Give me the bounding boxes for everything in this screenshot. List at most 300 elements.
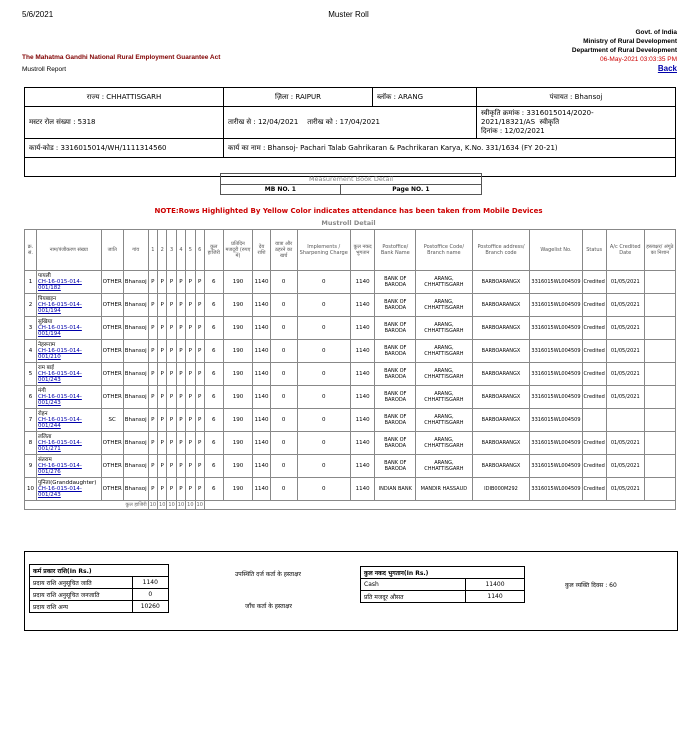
attendance-mark: P <box>176 432 185 455</box>
serial-no: 9 <box>25 455 37 478</box>
worker-name <box>36 340 101 363</box>
implement-charge: 0 <box>297 478 350 501</box>
cash-payment: 1140 <box>350 478 374 501</box>
expense-label: प्रदाय राशि अनुसूचित जाति <box>30 577 133 589</box>
travel-cost: 0 <box>270 386 297 409</box>
travel-cost: 0 <box>270 340 297 363</box>
table-row <box>25 271 676 294</box>
totals-value: 10 <box>187 502 194 508</box>
amount-due: 1140 <box>253 386 270 409</box>
work-name-cell: कार्य का नाम : Bhansoj- Pachari Talab Gahrikaran & Pachrikaran Karya, K.No. 331/1634 (FY 20-21) <box>224 139 676 158</box>
attendance-mark: P <box>158 409 167 432</box>
attendance-mark: P <box>167 409 176 432</box>
attendance-mark: P <box>176 317 185 340</box>
attendance-mark: P <box>176 271 185 294</box>
travel-cost: 0 <box>270 455 297 478</box>
attendance-mark: P <box>158 432 167 455</box>
worker-name <box>36 478 101 501</box>
expense-value: 0 <box>132 589 168 601</box>
signature <box>644 455 675 478</box>
daily-wage: 190 <box>223 455 253 478</box>
column-header: 5 <box>186 230 195 271</box>
wagelist-no: 3316015WL004509 <box>530 409 582 432</box>
worker-hindi-name: नेहरूराम <box>37 342 56 348</box>
worker-hindi-name: पियबाइन <box>37 296 57 302</box>
attendance-mark: P <box>186 386 195 409</box>
footer-box <box>24 551 678 631</box>
signature <box>644 340 675 363</box>
ministry-label: Ministry of Rural Development <box>583 38 677 45</box>
caste: OTHER <box>101 386 123 409</box>
caste: OTHER <box>101 432 123 455</box>
column-header: 1 <box>148 230 157 271</box>
work-code-cell: कार्य-कोड : 3316015014/WH/1111314560 <box>25 139 224 158</box>
registration-link[interactable]: CH-16-015-014-001/194 <box>37 302 82 314</box>
attendance-mark: P <box>158 317 167 340</box>
signature <box>644 386 675 409</box>
attendance-mark: P <box>167 271 176 294</box>
status: Credited <box>582 340 606 363</box>
page-no: Page NO. 1 <box>340 185 481 195</box>
table-row <box>25 409 676 432</box>
travel-cost: 0 <box>270 363 297 386</box>
branch-name: ARANG, CHHATTISGARH <box>416 317 472 340</box>
wagelist-no: 3316015WL004509 <box>530 363 582 386</box>
signature <box>644 271 675 294</box>
worker-name <box>36 317 101 340</box>
registration-link[interactable]: CH-16-015-014-001/271 <box>37 440 82 452</box>
cash-payment: 1140 <box>350 340 374 363</box>
status: Credited <box>582 294 606 317</box>
status: Credited <box>582 478 606 501</box>
payment-table <box>360 566 525 603</box>
attendance-mark: P <box>148 455 157 478</box>
travel-cost: 0 <box>270 317 297 340</box>
credited-date: 01/05/2021 <box>606 294 644 317</box>
totals-value: 10 <box>159 502 166 508</box>
total-attendance: 6 <box>204 386 223 409</box>
caste: OTHER <box>101 340 123 363</box>
back-link[interactable]: Back <box>657 64 677 73</box>
registration-link[interactable]: CH-16-015-014-001/244 <box>37 417 82 429</box>
attendance-mark: P <box>195 432 204 455</box>
implement-charge: 0 <box>297 432 350 455</box>
implement-charge: 0 <box>297 455 350 478</box>
amount-due: 1140 <box>253 271 270 294</box>
totals-value: 10 <box>168 502 175 508</box>
caste: OTHER <box>101 294 123 317</box>
branch-name: ARANG, CHHATTISGARH <box>416 294 472 317</box>
cash-payment: 1140 <box>350 386 374 409</box>
worker-hindi-name: सुखिया <box>37 319 53 325</box>
attendance-mark: P <box>176 340 185 363</box>
registration-link[interactable]: CH-16-015-014-001/194 <box>37 325 82 337</box>
serial-no: 2 <box>25 294 37 317</box>
daily-wage: 190 <box>223 271 253 294</box>
worker-name <box>36 455 101 478</box>
attendance-mark: P <box>148 478 157 501</box>
branch-code: IDIB000M292 <box>472 478 530 501</box>
muster-no-cell: मस्टर रोल संख्या : 5318 <box>25 107 224 139</box>
attendance-mark: P <box>167 340 176 363</box>
expense-label: प्रदाय राशि अनुसूचित जनजाति <box>30 589 133 601</box>
total-attendance: 6 <box>204 294 223 317</box>
column-header: कुल नकद भुगतान <box>350 230 374 271</box>
worker-hindi-name: राम बाई <box>37 365 54 371</box>
print-date: 5/6/2021 <box>22 10 54 19</box>
report-timestamp: 06-May-2021 03:03:35 PM <box>600 56 677 63</box>
column-header: क्र. सं. <box>25 230 37 271</box>
sanction-date: दिनांक : 12/02/2021 <box>481 127 545 135</box>
attendance-mark: P <box>195 340 204 363</box>
total-attendance: 6 <box>204 340 223 363</box>
caste: OTHER <box>101 478 123 501</box>
expense-value: 10260 <box>132 601 168 613</box>
attendance-mark: P <box>158 363 167 386</box>
attendance-mark: P <box>195 409 204 432</box>
status: Credited <box>582 271 606 294</box>
column-header: यात्रा और ठहरने का खर्च <box>270 230 297 271</box>
implement-charge: 0 <box>297 271 350 294</box>
bank-name: BANK OF BARODA <box>375 294 416 317</box>
attendance-mark: P <box>158 271 167 294</box>
credited-date: 01/05/2021 <box>606 478 644 501</box>
report-name: Mustroll Report <box>22 66 67 73</box>
travel-cost: 0 <box>270 478 297 501</box>
worker-hindi-name: रोहन <box>37 411 48 417</box>
wagelist-no: 3316015WL004509 <box>530 294 582 317</box>
branch-code: BARBOARANGX <box>472 340 530 363</box>
attendance-mark: P <box>167 317 176 340</box>
mb-table <box>220 173 482 195</box>
implement-charge: 0 <box>297 363 350 386</box>
column-header: जाति <box>101 230 123 271</box>
worker-hindi-name: पायली <box>37 273 51 279</box>
serial-no: 10 <box>25 478 37 501</box>
worker-hindi-name: पुनिता(Granddaughter) <box>37 480 97 486</box>
info-table <box>24 87 676 177</box>
totals-value: 10 <box>196 502 203 508</box>
govt-label: Govt. of India <box>635 29 677 36</box>
registration-link[interactable]: CH-16-015-014-001/182 <box>37 279 82 291</box>
payment-value: 1140 <box>466 591 525 603</box>
attendance-mark: P <box>158 294 167 317</box>
bank-name: BANK OF BARODA <box>375 432 416 455</box>
attendance-mark: P <box>195 363 204 386</box>
total-attendance: 6 <box>204 478 223 501</box>
amount-due: 1140 <box>253 340 270 363</box>
signature <box>644 294 675 317</box>
act-name: The Mahatma Gandhi National Rural Employment Guarantee Act <box>22 54 221 61</box>
serial-no: 5 <box>25 363 37 386</box>
daily-wage: 190 <box>223 386 253 409</box>
column-header: 4 <box>176 230 185 271</box>
bank-name: BANK OF BARODA <box>375 340 416 363</box>
cash-payment: 1140 <box>350 432 374 455</box>
branch-code: BARBOARANGX <box>472 455 530 478</box>
attendance-mark: P <box>148 340 157 363</box>
attendance-mark: P <box>148 294 157 317</box>
table-row <box>25 363 676 386</box>
attendance-mark: P <box>186 432 195 455</box>
credited-date: 01/05/2021 <box>606 271 644 294</box>
bank-name: INDIAN BANK <box>375 478 416 501</box>
attendance-mark: P <box>158 386 167 409</box>
attendance-mark: P <box>186 363 195 386</box>
column-header: Postoffice address/ Branch code <box>472 230 530 271</box>
total-attendance: 6 <box>204 271 223 294</box>
serial-no: 6 <box>25 386 37 409</box>
date-from: तारीख से : 12/04/2021 <box>228 118 299 126</box>
bank-name: BANK OF BARODA <box>375 271 416 294</box>
attendance-mark: P <box>167 455 176 478</box>
branch-name: ARANG, CHHATTISGARH <box>416 340 472 363</box>
bank-name: BANK OF BARODA <box>375 386 416 409</box>
attendance-mark: P <box>167 432 176 455</box>
worker-hindi-name: संतराम <box>37 457 52 463</box>
district-cell: ज़िला : RAIPUR <box>224 88 373 107</box>
attendance-mark: P <box>176 294 185 317</box>
panchayat-cell: पंचायत : Bhansoj <box>477 88 676 107</box>
amount-due: 1140 <box>253 455 270 478</box>
attendance-mark: P <box>158 478 167 501</box>
village: Bhansoj <box>123 409 148 432</box>
attendance-mark: P <box>176 409 185 432</box>
column-header: Postoffice/ Bank Name <box>375 230 416 271</box>
payment-title: कुल नकद भुगतान(In Rs.) <box>361 567 525 579</box>
expense-title: कर्म प्रकार राशि(In Rs.) <box>30 565 169 577</box>
caste: SC <box>101 409 123 432</box>
column-header: 6 <box>195 230 204 271</box>
attendance-mark: P <box>186 455 195 478</box>
branch-code: BARBOARANGX <box>472 363 530 386</box>
implement-charge: 0 <box>297 409 350 432</box>
totals-spacer <box>204 501 675 510</box>
credited-date: 01/05/2021 <box>606 340 644 363</box>
caste: OTHER <box>101 455 123 478</box>
table-row <box>25 455 676 478</box>
column-header: Status <box>582 230 606 271</box>
wagelist-no: 3316015WL004509 <box>530 271 582 294</box>
column-header: 2 <box>158 230 167 271</box>
village: Bhansoj <box>123 432 148 455</box>
table-row <box>25 317 676 340</box>
column-header: A/c Credited Date <box>606 230 644 271</box>
totals-label: कुल हाजिरी <box>25 501 149 510</box>
village: Bhansoj <box>123 271 148 294</box>
cash-payment: 1140 <box>350 455 374 478</box>
credited-date: 01/05/2021 <box>606 432 644 455</box>
registration-link[interactable]: CH-16-015-014-001/243 <box>37 394 82 406</box>
wagelist-no: 3316015WL004509 <box>530 340 582 363</box>
attendance-mark: P <box>167 386 176 409</box>
attendance-mark: P <box>186 340 195 363</box>
wagelist-no: 3316015WL004509 <box>530 317 582 340</box>
attendance-mark: P <box>167 478 176 501</box>
village: Bhansoj <box>123 294 148 317</box>
attendance-mark: P <box>176 478 185 501</box>
column-header: नाम/पंजीकरण संख्या <box>36 230 101 271</box>
signature <box>644 409 675 432</box>
column-header: कुल हाजिरी <box>204 230 223 271</box>
caste: OTHER <box>101 271 123 294</box>
status: Credited <box>582 432 606 455</box>
branch-code: BARBOARANGX <box>472 409 530 432</box>
date-to: तारीख को : 17/04/2021 <box>307 118 381 126</box>
attendance-mark: P <box>167 294 176 317</box>
state-cell: राज्य : CHHATTISGARH <box>25 88 224 107</box>
branch-code: BARBOARANGX <box>472 432 530 455</box>
daily-wage: 190 <box>223 432 253 455</box>
mb-title: Measurement Book Detail <box>221 174 482 185</box>
village: Bhansoj <box>123 363 148 386</box>
caste: OTHER <box>101 317 123 340</box>
attendance-signature: उपस्थिति दर्ज कर्ता के हस्ताक्षर <box>235 571 301 578</box>
daily-wage: 190 <box>223 409 253 432</box>
worker-name <box>36 271 101 294</box>
branch-name: ARANG, CHHATTISGARH <box>416 409 472 432</box>
travel-cost: 0 <box>270 409 297 432</box>
sanction-cell <box>477 107 676 139</box>
column-header: Wagelist No. <box>530 230 582 271</box>
attendance-mark: P <box>158 340 167 363</box>
serial-no: 4 <box>25 340 37 363</box>
village: Bhansoj <box>123 317 148 340</box>
daily-wage: 190 <box>223 317 253 340</box>
signature <box>644 363 675 386</box>
attendance-mark: P <box>186 294 195 317</box>
registration-link[interactable]: CH-16-015-014-001/210 <box>37 348 82 360</box>
table-row <box>25 386 676 409</box>
credited-date: 01/05/2021 <box>606 363 644 386</box>
attendance-mark: P <box>195 478 204 501</box>
column-header: Implements / Sharpening Charge <box>297 230 350 271</box>
attendance-mark: P <box>148 386 157 409</box>
serial-no: 7 <box>25 409 37 432</box>
daily-wage: 190 <box>223 340 253 363</box>
registration-link[interactable]: CH-16-015-014-001/276 <box>37 463 82 475</box>
worker-hindi-name: मंगी <box>37 388 46 394</box>
column-header: प्रतिदिन मजदूरी (रुपए में) <box>223 230 253 271</box>
attendance-mark: P <box>195 455 204 478</box>
page-title: Muster Roll <box>328 10 369 19</box>
attendance-mark: P <box>148 363 157 386</box>
serial-no: 3 <box>25 317 37 340</box>
daily-wage: 190 <box>223 294 253 317</box>
attendance-mark: P <box>167 363 176 386</box>
branch-code: BARBOARANGX <box>472 317 530 340</box>
attendance-mark: P <box>186 317 195 340</box>
wagelist-no: 3316015WL004509 <box>530 455 582 478</box>
travel-cost: 0 <box>270 271 297 294</box>
amount-due: 1140 <box>253 409 270 432</box>
bank-name: BANK OF BARODA <box>375 409 416 432</box>
sanction-no: स्वीकृति क्रमांक : 3316015014/2020-2021/18321/AS <box>481 109 594 126</box>
worker-name <box>36 294 101 317</box>
signature <box>644 317 675 340</box>
credited-date: 01/05/2021 <box>606 386 644 409</box>
daily-wage: 190 <box>223 363 253 386</box>
worker-name <box>36 386 101 409</box>
attendance-mark: P <box>186 478 195 501</box>
branch-name: ARANG, CHHATTISGARH <box>416 363 472 386</box>
total-person-days: कुल व्यक्ति दिवस : 60 <box>565 582 617 589</box>
attendance-mark: P <box>195 386 204 409</box>
sanction-label: स्वीकृति <box>539 118 560 126</box>
status <box>582 409 606 432</box>
worker-hindi-name: ललिता <box>37 434 52 440</box>
total-attendance: 6 <box>204 432 223 455</box>
cash-payment: 1140 <box>350 317 374 340</box>
expense-table <box>29 564 169 613</box>
column-header: Postoffice Code/ Branch name <box>416 230 472 271</box>
serial-no: 8 <box>25 432 37 455</box>
mobile-note: NOTE:Rows Highlighted By Yellow Color indicates attendance has been taken from Mobile Devices <box>154 207 543 215</box>
worker-name <box>36 363 101 386</box>
column-header: गांव <box>123 230 148 271</box>
bank-name: BANK OF BARODA <box>375 317 416 340</box>
govt-block <box>572 28 677 74</box>
table-row <box>25 478 676 501</box>
column-header: हस्ताक्षर/ अंगूठे का निशान <box>644 230 675 271</box>
branch-name: ARANG, CHHATTISGARH <box>416 455 472 478</box>
attendance-mark: P <box>148 409 157 432</box>
signature <box>644 432 675 455</box>
wagelist-no: 3316015WL004509 <box>530 432 582 455</box>
branch-name: MANDIR HASSAUD <box>416 478 472 501</box>
mb-no: MB NO. 1 <box>221 185 341 195</box>
branch-code: BARBOARANGX <box>472 294 530 317</box>
total-attendance: 6 <box>204 363 223 386</box>
credited-date: 01/05/2021 <box>606 317 644 340</box>
daily-wage: 190 <box>223 478 253 501</box>
table-row <box>25 340 676 363</box>
totals-row <box>25 501 676 510</box>
total-attendance: 6 <box>204 317 223 340</box>
status: Credited <box>582 317 606 340</box>
expense-value: 1140 <box>132 577 168 589</box>
attendance-mark: P <box>176 386 185 409</box>
registration-link[interactable]: CH-16-015-014-001/243 <box>37 371 82 383</box>
table-row <box>25 294 676 317</box>
attendance-mark: P <box>195 317 204 340</box>
cash-payment: 1140 <box>350 271 374 294</box>
registration-link[interactable]: CH-16-015-014-001/243 <box>37 486 82 498</box>
block-cell: ब्लॉक : ARANG <box>373 88 477 107</box>
totals-value: 10 <box>149 502 157 508</box>
worker-name <box>36 432 101 455</box>
caste: OTHER <box>101 363 123 386</box>
bank-name: BANK OF BARODA <box>375 363 416 386</box>
mustroll-table <box>24 229 676 510</box>
travel-cost: 0 <box>270 432 297 455</box>
attendance-mark: P <box>158 455 167 478</box>
column-header: देय राशि <box>253 230 270 271</box>
attendance-mark: P <box>195 294 204 317</box>
amount-due: 1140 <box>253 432 270 455</box>
table-row <box>25 432 676 455</box>
payment-label: प्रति मजदूर औसत <box>361 591 466 603</box>
implement-charge: 0 <box>297 317 350 340</box>
payment-value: 11400 <box>466 579 525 591</box>
verifier-signature: जाँच कर्ता के हस्ताक्षर <box>245 603 292 610</box>
column-header-row <box>25 230 676 271</box>
branch-name: ARANG, CHHATTISGARH <box>416 386 472 409</box>
total-attendance: 6 <box>204 455 223 478</box>
attendance-mark: P <box>148 317 157 340</box>
cash-payment: 1140 <box>350 294 374 317</box>
mustroll-title: Mustroll Detail <box>321 219 376 227</box>
